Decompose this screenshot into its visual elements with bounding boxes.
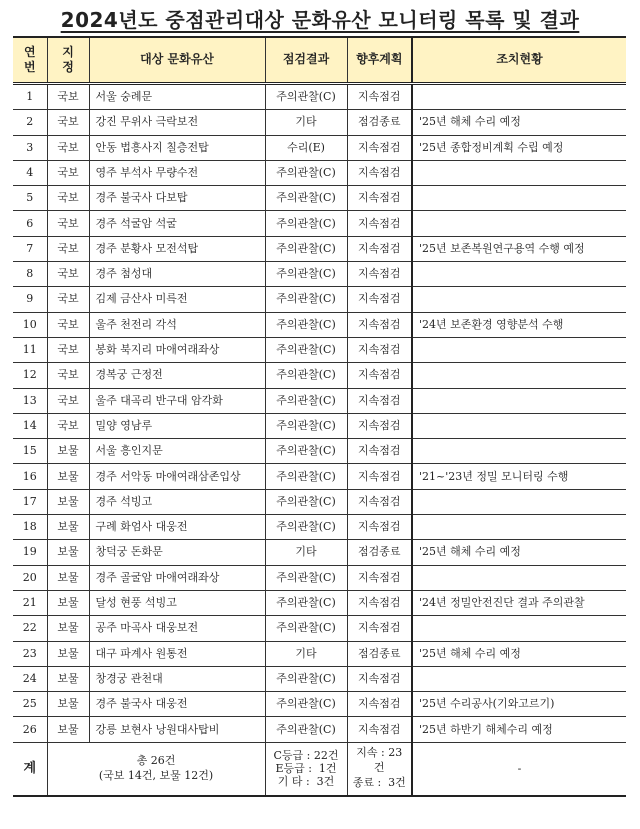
row-future-plan: 지속점검	[347, 439, 412, 464]
row-future-plan: 지속점검	[347, 717, 412, 742]
row-number: 21	[13, 590, 47, 615]
row-future-plan: 지속점검	[347, 616, 412, 641]
total-result-breakdown: C등급 : 22건 E등급 : 1건 기 타 : 3건	[265, 742, 347, 796]
row-future-plan: 지속점검	[347, 312, 412, 337]
row-heritage-name: 경주 석굴암 석굴	[89, 211, 265, 236]
row-number: 22	[13, 616, 47, 641]
row-future-plan: 지속점검	[347, 160, 412, 185]
row-designation: 보물	[47, 565, 89, 590]
row-heritage-name: 경주 서악동 마애여래삼존입상	[89, 464, 265, 489]
heritage-monitoring-table	[13, 36, 626, 797]
row-action-status	[412, 363, 626, 388]
row-designation: 국보	[47, 312, 89, 337]
row-heritage-name: 서울 흥인지문	[89, 439, 265, 464]
row-heritage-name: 창경궁 관천대	[89, 666, 265, 691]
row-future-plan: 지속점검	[347, 236, 412, 261]
row-number: 8	[13, 262, 47, 287]
header-no: 연 번	[13, 37, 47, 84]
row-inspection-result: 기타	[265, 110, 347, 135]
row-inspection-result: 주의관찰(C)	[265, 515, 347, 540]
row-inspection-result: 주의관찰(C)	[265, 666, 347, 691]
row-designation: 보물	[47, 515, 89, 540]
total-label: 계	[13, 742, 47, 796]
row-action-status	[412, 413, 626, 438]
row-designation: 국보	[47, 84, 89, 110]
row-action-status: '25년 수리공사(기와고르기)	[412, 692, 626, 717]
row-future-plan: 지속점검	[347, 590, 412, 615]
row-number: 6	[13, 211, 47, 236]
row-action-status: '25년 해체 수리 예정	[412, 540, 626, 565]
row-designation: 국보	[47, 388, 89, 413]
row-future-plan: 지속점검	[347, 262, 412, 287]
row-number: 16	[13, 464, 47, 489]
row-designation: 국보	[47, 363, 89, 388]
row-designation: 국보	[47, 262, 89, 287]
table-row	[13, 312, 626, 337]
table-row	[13, 363, 626, 388]
row-future-plan: 지속점검	[347, 363, 412, 388]
row-heritage-name: 울주 대곡리 반구대 암각화	[89, 388, 265, 413]
row-number: 4	[13, 160, 47, 185]
row-inspection-result: 주의관찰(C)	[265, 489, 347, 514]
row-heritage-name: 강릉 보현사 낭원대사탑비	[89, 717, 265, 742]
row-future-plan: 지속점검	[347, 388, 412, 413]
row-inspection-result: 주의관찰(C)	[265, 388, 347, 413]
table-row	[13, 388, 626, 413]
table-row	[13, 413, 626, 438]
row-heritage-name: 창덕궁 돈화문	[89, 540, 265, 565]
table-row	[13, 717, 626, 742]
row-inspection-result: 주의관찰(C)	[265, 337, 347, 362]
row-number: 18	[13, 515, 47, 540]
row-inspection-result: 주의관찰(C)	[265, 717, 347, 742]
row-action-status: '25년 종합정비계획 수립 예정	[412, 135, 626, 160]
row-heritage-name: 울주 천전리 각석	[89, 312, 265, 337]
header-action: 조치현황	[412, 37, 626, 84]
row-number: 7	[13, 236, 47, 261]
row-inspection-result: 주의관찰(C)	[265, 363, 347, 388]
table-row	[13, 236, 626, 261]
row-inspection-result: 주의관찰(C)	[265, 287, 347, 312]
row-heritage-name: 경주 불국사 대웅전	[89, 692, 265, 717]
row-action-status	[412, 439, 626, 464]
row-heritage-name: 경주 불국사 다보탑	[89, 186, 265, 211]
row-action-status: '25년 해체 수리 예정	[412, 641, 626, 666]
row-action-status	[412, 616, 626, 641]
row-future-plan: 지속점검	[347, 489, 412, 514]
table-row	[13, 337, 626, 362]
row-future-plan: 지속점검	[347, 287, 412, 312]
row-number: 2	[13, 110, 47, 135]
row-future-plan: 지속점검	[347, 515, 412, 540]
row-inspection-result: 주의관찰(C)	[265, 211, 347, 236]
row-designation: 국보	[47, 110, 89, 135]
row-heritage-name: 공주 마곡사 대웅보전	[89, 616, 265, 641]
row-future-plan: 지속점검	[347, 666, 412, 691]
header-plan: 향후계획	[347, 37, 412, 84]
table-header-row	[13, 37, 626, 84]
row-designation: 국보	[47, 413, 89, 438]
row-heritage-name: 경주 석빙고	[89, 489, 265, 514]
row-future-plan: 지속점검	[347, 84, 412, 110]
row-designation: 국보	[47, 186, 89, 211]
row-heritage-name: 밀양 영남루	[89, 413, 265, 438]
total-action: -	[412, 742, 626, 796]
table-row	[13, 211, 626, 236]
row-inspection-result: 주의관찰(C)	[265, 413, 347, 438]
row-action-status	[412, 515, 626, 540]
row-action-status: '25년 보존복원연구용역 수행 예정	[412, 236, 626, 261]
row-action-status: '25년 해체 수리 예정	[412, 110, 626, 135]
row-designation: 국보	[47, 160, 89, 185]
row-heritage-name: 경주 분황사 모전석탑	[89, 236, 265, 261]
row-heritage-name: 강진 무위사 극락보전	[89, 110, 265, 135]
row-inspection-result: 주의관찰(C)	[265, 464, 347, 489]
row-number: 14	[13, 413, 47, 438]
row-number: 25	[13, 692, 47, 717]
row-number: 9	[13, 287, 47, 312]
row-designation: 보물	[47, 692, 89, 717]
table-row	[13, 641, 626, 666]
table-row	[13, 186, 626, 211]
total-plan-breakdown: 지속 : 23건 종료 : 3건	[347, 742, 412, 796]
row-designation: 보물	[47, 666, 89, 691]
row-number: 12	[13, 363, 47, 388]
row-number: 23	[13, 641, 47, 666]
table-row	[13, 160, 626, 185]
row-number: 19	[13, 540, 47, 565]
table-row	[13, 540, 626, 565]
row-action-status	[412, 388, 626, 413]
row-action-status: '21~'23년 정밀 모니터링 수행	[412, 464, 626, 489]
row-future-plan: 지속점검	[347, 186, 412, 211]
header-result: 점검결과	[265, 37, 347, 84]
row-heritage-name: 김제 금산사 미륵전	[89, 287, 265, 312]
row-number: 5	[13, 186, 47, 211]
row-action-status	[412, 160, 626, 185]
row-inspection-result: 주의관찰(C)	[265, 160, 347, 185]
row-number: 11	[13, 337, 47, 362]
row-heritage-name: 경복궁 근정전	[89, 363, 265, 388]
row-number: 15	[13, 439, 47, 464]
table-row	[13, 84, 626, 110]
row-action-status: '25년 하반기 해체수리 예정	[412, 717, 626, 742]
row-designation: 보물	[47, 489, 89, 514]
table-row	[13, 135, 626, 160]
row-designation: 국보	[47, 337, 89, 362]
row-heritage-name: 경주 골굴암 마애여래좌상	[89, 565, 265, 590]
table-row	[13, 590, 626, 615]
row-future-plan: 점검종료	[347, 540, 412, 565]
table-row	[13, 489, 626, 514]
row-action-status	[412, 337, 626, 362]
row-designation: 국보	[47, 135, 89, 160]
row-heritage-name: 대구 파계사 원통전	[89, 641, 265, 666]
row-number: 20	[13, 565, 47, 590]
total-summary: 총 26건 (국보 14건, 보물 12건)	[47, 742, 265, 796]
row-future-plan: 점검종료	[347, 110, 412, 135]
row-future-plan: 지속점검	[347, 211, 412, 236]
row-number: 10	[13, 312, 47, 337]
row-action-status: '24년 정밀안전진단 결과 주의관찰	[412, 590, 626, 615]
row-future-plan: 지속점검	[347, 135, 412, 160]
row-future-plan: 지속점검	[347, 464, 412, 489]
table-row	[13, 565, 626, 590]
row-action-status	[412, 211, 626, 236]
row-heritage-name: 안동 법흥사지 칠층전탑	[89, 135, 265, 160]
row-inspection-result: 주의관찰(C)	[265, 186, 347, 211]
row-designation: 보물	[47, 439, 89, 464]
row-designation: 보물	[47, 540, 89, 565]
row-number: 17	[13, 489, 47, 514]
row-inspection-result: 주의관찰(C)	[265, 312, 347, 337]
table-row	[13, 262, 626, 287]
row-inspection-result: 주의관찰(C)	[265, 616, 347, 641]
row-designation: 보물	[47, 641, 89, 666]
row-heritage-name: 경주 첨성대	[89, 262, 265, 287]
row-future-plan: 점검종료	[347, 641, 412, 666]
row-inspection-result: 주의관찰(C)	[265, 262, 347, 287]
table-row	[13, 692, 626, 717]
row-inspection-result: 수리(E)	[265, 135, 347, 160]
row-inspection-result: 기타	[265, 641, 347, 666]
table-row	[13, 464, 626, 489]
row-number: 3	[13, 135, 47, 160]
row-inspection-result: 주의관찰(C)	[265, 84, 347, 110]
row-action-status	[412, 287, 626, 312]
row-number: 24	[13, 666, 47, 691]
row-inspection-result: 주의관찰(C)	[265, 692, 347, 717]
table-row	[13, 287, 626, 312]
row-inspection-result: 주의관찰(C)	[265, 565, 347, 590]
row-action-status	[412, 666, 626, 691]
row-inspection-result: 기타	[265, 540, 347, 565]
row-inspection-result: 주의관찰(C)	[265, 236, 347, 261]
row-future-plan: 지속점검	[347, 337, 412, 362]
row-designation: 국보	[47, 287, 89, 312]
row-future-plan: 지속점검	[347, 565, 412, 590]
row-number: 13	[13, 388, 47, 413]
row-inspection-result: 주의관찰(C)	[265, 439, 347, 464]
table-row	[13, 666, 626, 691]
row-inspection-result: 주의관찰(C)	[265, 590, 347, 615]
row-heritage-name: 봉화 북지리 마애여래좌상	[89, 337, 265, 362]
row-future-plan: 지속점검	[347, 692, 412, 717]
row-heritage-name: 영주 부석사 무량수전	[89, 160, 265, 185]
table-row	[13, 110, 626, 135]
row-designation: 국보	[47, 211, 89, 236]
row-designation: 국보	[47, 236, 89, 261]
document-title	[0, 4, 640, 33]
row-action-status	[412, 262, 626, 287]
row-number: 26	[13, 717, 47, 742]
row-heritage-name: 구례 화엄사 대웅전	[89, 515, 265, 540]
table-row	[13, 515, 626, 540]
row-heritage-name: 서울 숭례문	[89, 84, 265, 110]
row-designation: 보물	[47, 616, 89, 641]
row-action-status	[412, 186, 626, 211]
row-action-status: '24년 보존환경 영향분석 수행	[412, 312, 626, 337]
row-action-status	[412, 84, 626, 110]
row-number: 1	[13, 84, 47, 110]
table-row	[13, 439, 626, 464]
row-heritage-name: 달성 현풍 석빙고	[89, 590, 265, 615]
row-action-status	[412, 565, 626, 590]
table-row	[13, 616, 626, 641]
row-future-plan: 지속점검	[347, 413, 412, 438]
row-designation: 보물	[47, 590, 89, 615]
document-title-text: 2024년도 중점관리대상 문화유산 모니터링 목록 및 결과	[60, 8, 580, 32]
total-row	[13, 742, 626, 796]
row-designation: 보물	[47, 717, 89, 742]
header-designation: 지 정	[47, 37, 89, 84]
row-action-status	[412, 489, 626, 514]
header-heritage: 대상 문화유산	[89, 37, 265, 84]
row-designation: 보물	[47, 464, 89, 489]
